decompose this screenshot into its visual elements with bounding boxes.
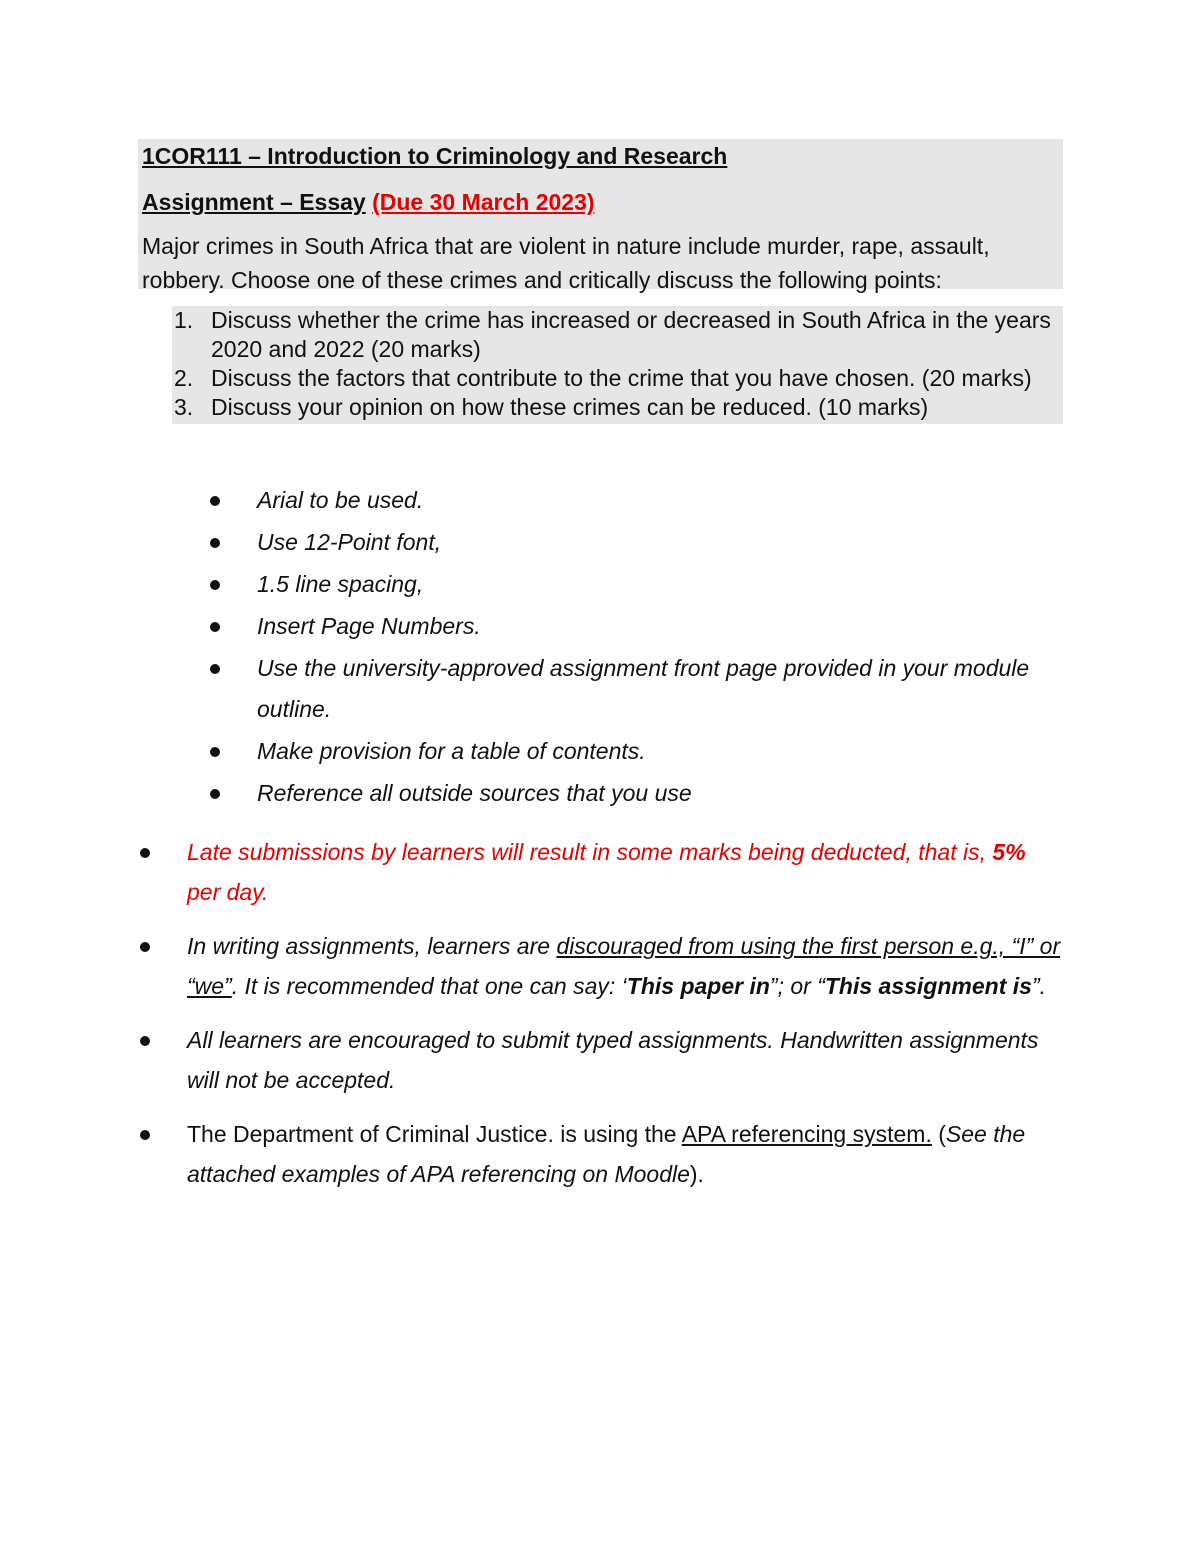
format-item [210, 564, 1060, 605]
due-date: (Due 30 March 2023) [372, 189, 595, 215]
submission-rules-list [140, 832, 1065, 1208]
format-item-text: Insert Page Numbers. [257, 613, 481, 639]
format-item [210, 648, 1060, 730]
task-item [172, 364, 1057, 393]
example-phrase-2: This assignment is [824, 973, 1032, 999]
format-requirements-list [210, 480, 1060, 815]
apa-text: The Department of Criminal Justice. is using the [187, 1121, 682, 1147]
bullet-icon [210, 580, 220, 590]
intro-paragraph: Major crimes in South Africa that are violent in nature include murder, rape, assault, robbery. Choose one of these crimes and critically discuss the following points: [142, 233, 990, 293]
task-number: 2. [174, 365, 194, 391]
assignment-title [142, 187, 595, 217]
bullet-icon [210, 664, 220, 674]
example-phrase-1: This paper in [626, 973, 770, 999]
late-rule-tail: per day. [187, 879, 269, 905]
format-item-text: Use the university-approved assignment front page provided in your module outline. [257, 655, 1030, 722]
format-item [210, 606, 1060, 647]
apa-text-3: ). [689, 1161, 704, 1187]
bullet-icon [210, 789, 220, 799]
format-item [210, 731, 1060, 772]
late-rule-text: Late submissions by learners will result in some marks being deducted, that is, [187, 839, 993, 865]
task-number: 1. [174, 307, 194, 333]
task-text: Discuss the factors that contribute to the crime that you have chosen. (20 marks) [211, 365, 1032, 391]
task-number: 3. [174, 394, 194, 420]
format-item [210, 773, 1060, 814]
task-text: Discuss your opinion on how these crimes can be reduced. (10 marks) [211, 394, 929, 420]
format-item-text: Make provision for a table of contents. [257, 738, 646, 764]
bullet-icon [140, 942, 150, 952]
task-text: Discuss whether the crime has increased or decreased in South Africa in the years 2020 and 2022 (20 marks) [211, 307, 1051, 362]
format-item-text: Reference all outside sources that you use [257, 780, 692, 806]
apa-text-2: ( [931, 1121, 946, 1147]
bullet-icon [210, 747, 220, 757]
apa-moodle-note: See the attached examples of APA referencing on Moodle [187, 1121, 1026, 1187]
bullet-icon [210, 622, 220, 632]
apa-system-underlined: APA referencing system. [681, 1121, 932, 1147]
task-list [172, 306, 1057, 422]
task-item [172, 393, 1057, 422]
first-person-text-3: ”; or “ [769, 973, 825, 999]
task-item [172, 306, 1057, 364]
format-item [210, 522, 1060, 563]
format-item-text: 1.5 line spacing, [257, 571, 424, 597]
format-item-text: Arial to be used. [257, 487, 424, 513]
first-person-text-2: . It is recommended that one can say: ‘ [231, 973, 627, 999]
typed-rule-text: All learners are encouraged to submit typed assignments. Handwritten assignments will not be accepted. [187, 1027, 1039, 1093]
bullet-icon [210, 538, 220, 548]
bullet-icon [140, 1036, 150, 1046]
first-person-text-4: ”. [1031, 973, 1046, 999]
bullet-icon [140, 848, 150, 858]
assignment-label: Assignment – Essay [142, 189, 366, 215]
bullet-icon [210, 496, 220, 506]
typed-assignments-rule [140, 1020, 1065, 1100]
first-person-text: In writing assignments, learners are [187, 933, 557, 959]
bullet-icon [140, 1130, 150, 1140]
course-title: 1COR111 – Introduction to Criminology and Research [142, 143, 728, 169]
late-submission-rule [140, 832, 1065, 912]
format-item-text: Use 12-Point font, [257, 529, 442, 555]
late-penalty: 5% [992, 839, 1026, 865]
first-person-underlined: discouraged from using the first person e.g., “I” or “we” [187, 933, 1061, 999]
apa-rule [140, 1114, 1065, 1194]
format-item [210, 480, 1060, 521]
first-person-rule [140, 926, 1065, 1006]
